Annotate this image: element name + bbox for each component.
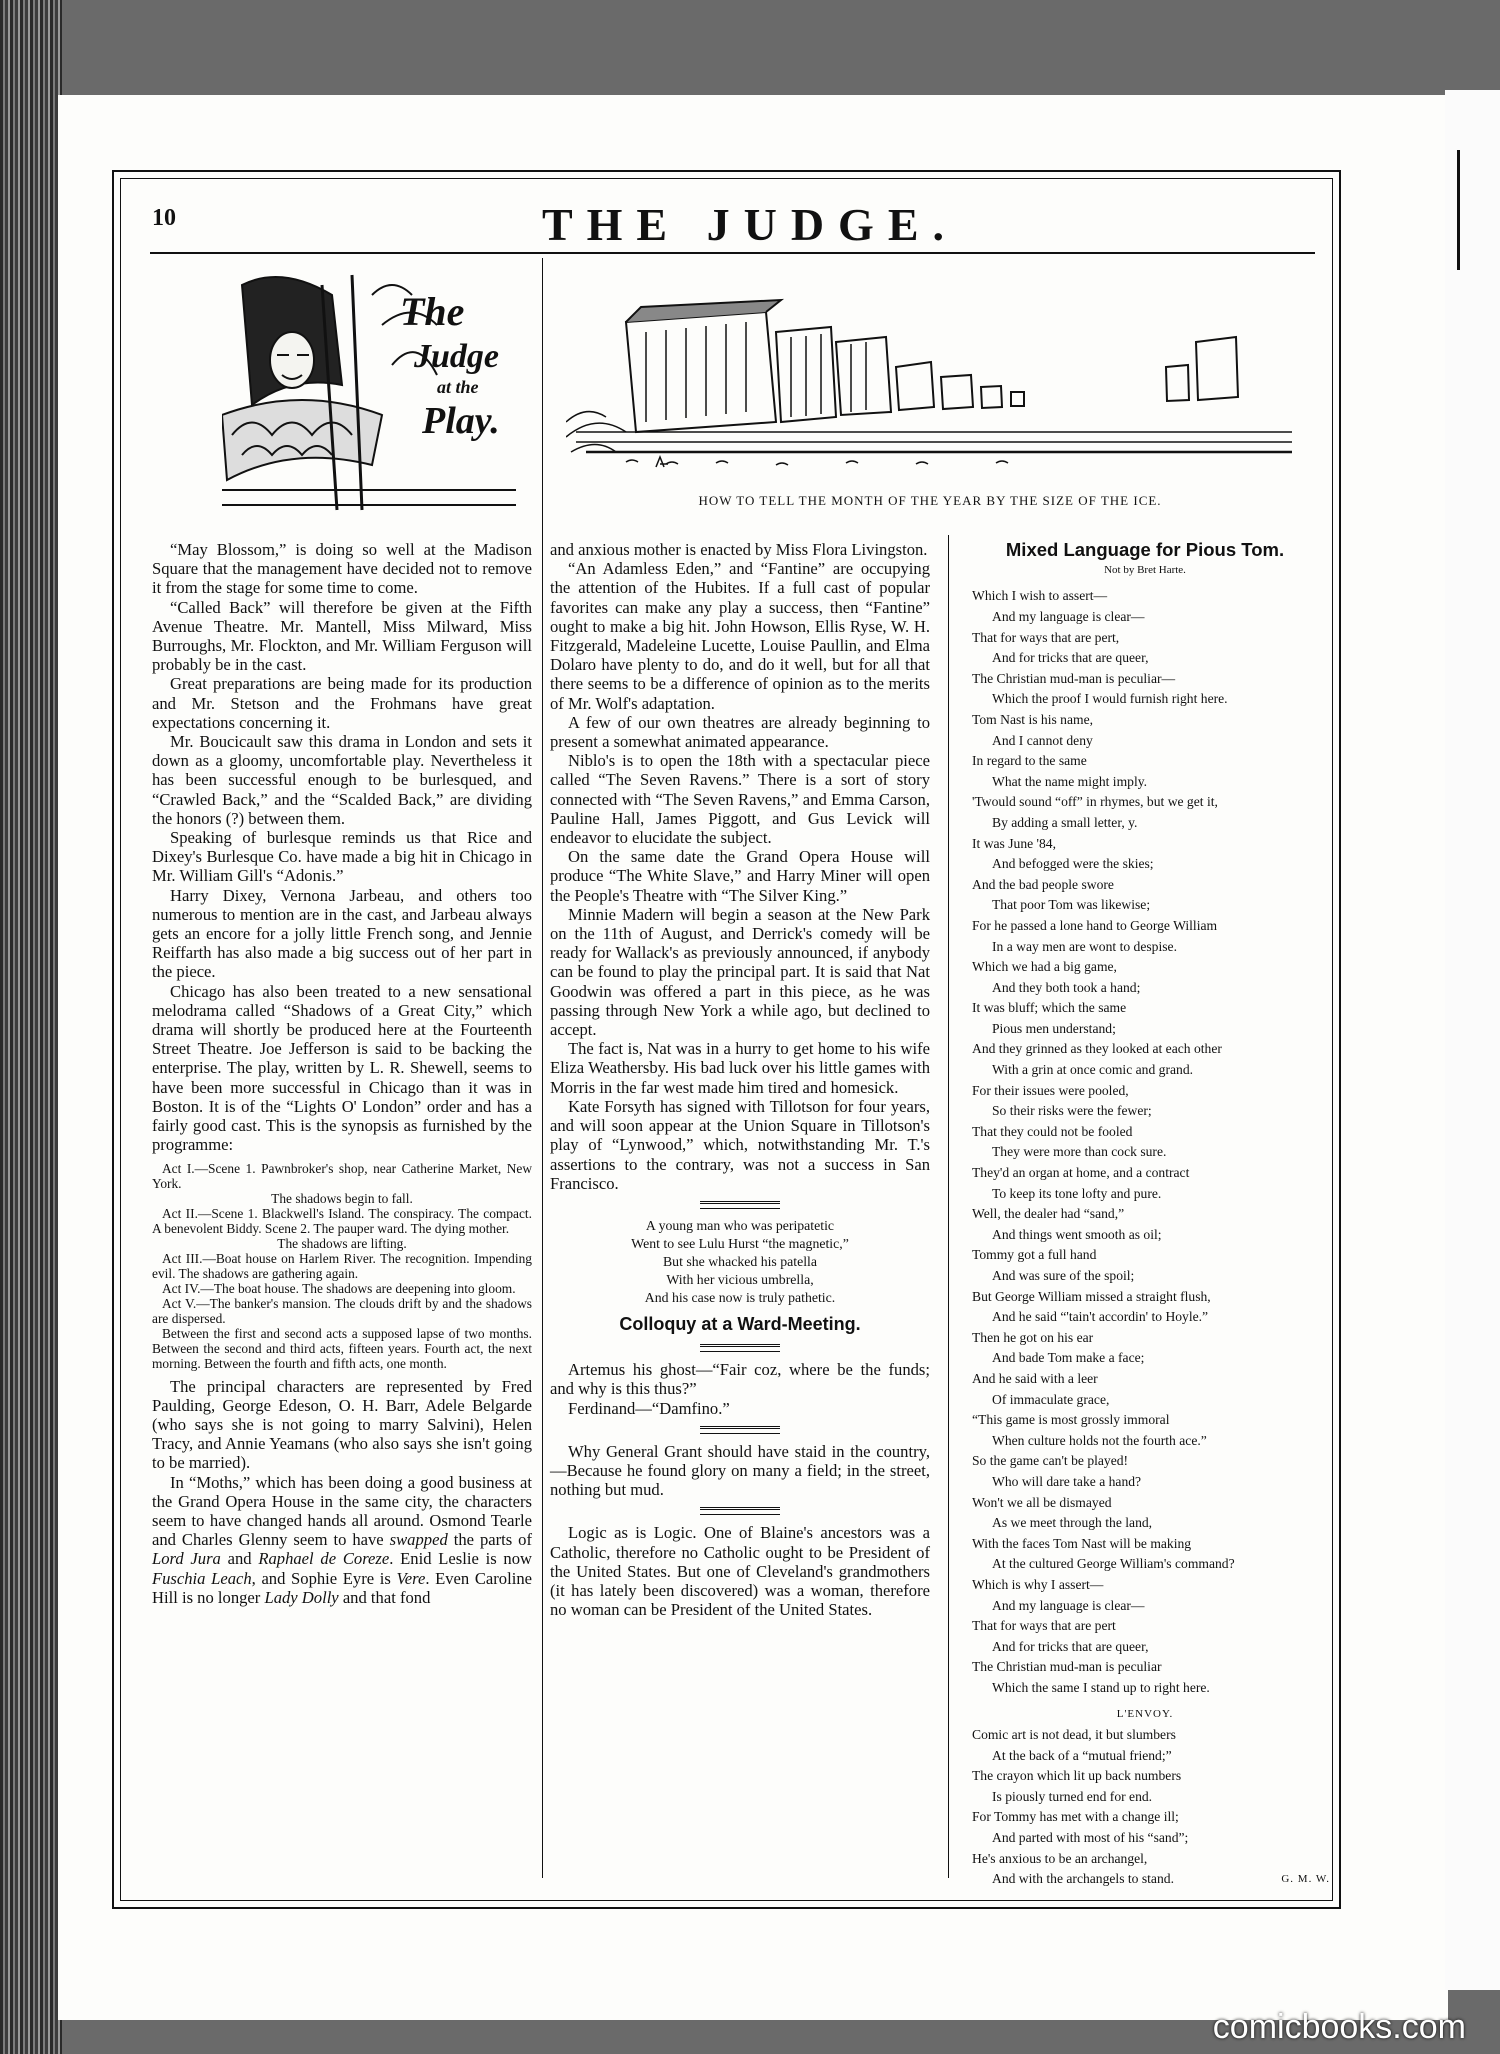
masthead: THE JUDGE.	[541, 199, 959, 250]
paragraph: “An Adamless Eden,” and “Fantine” are occupying the attention of the Hubites. If a full cast of popular favorites can make any play a success, then “Fantine” ought to make a big hit. John Howson, Ellis Ryse, W. H. Fitzgerald, Madeleine Lucette, Louise Paullin, and Elma Dolaro have plenty to do, and do it well, but for all that there seems to be a difference of opinion as to the merits of Mr. Wolf's adaptation.	[550, 559, 930, 713]
column-2	[550, 540, 930, 1619]
column-1	[152, 540, 532, 1607]
paragraph: Niblo's is to open the 18th with a spectacular piece called “The Seven Ravens.” There is a sort of story connected with “The Seven Ravens,” and Emma Carson, Pauline Hall, James Piggott, and Gus Levick will endeavor to elucidate the subject.	[550, 751, 930, 848]
column-3	[960, 540, 1330, 1890]
section-divider	[700, 1344, 780, 1352]
stanza: Then he got on his ear And bade Tom make a face; And he said with a leer Of immaculate grace, “This game is most grossly immoral When culture holds not the fourth ace.”	[972, 1329, 1207, 1448]
judge-title-play: Play.	[422, 400, 500, 442]
section-divider	[700, 1426, 780, 1434]
section-divider	[700, 1201, 780, 1209]
synopsis-line: Act I.—Scene 1. Pawnbroker's shop, near Catherine Market, New York.	[152, 1160, 532, 1191]
synopsis-line: The shadows are lifting.	[277, 1235, 407, 1251]
envoy-title: L'ENVOY.	[1116, 1708, 1174, 1721]
judge-title-judge: Judge	[414, 338, 499, 375]
paragraph: A few of our own theatres are already beginning to present a somewhat animated appearance.	[550, 712, 930, 752]
section-divider	[700, 1507, 780, 1515]
judge-title-at-the: at the	[437, 377, 479, 397]
synopsis-line: Between the first and second acts a supposed lapse of two months. Between the second and third acts, fifteen years. Fourth act, the next morning. Between the fourth and fifth acts, one month.	[152, 1325, 532, 1371]
paragraph: Artemus his ghost—“Fair coz, where be the funds; and why is this thus?”	[550, 1360, 930, 1399]
paragraph: The principal characters are represented by Fred Paulding, George Edeson, O. H. Barr, Adele Belgarde (who says she is not going to marry Salvini), Helen Tracy, and Annie Yeamans (who also says she isn't going to be married).	[152, 1376, 532, 1473]
scan-edge-right	[1445, 90, 1500, 1990]
paragraph: In “Moths,” which has been doing a good business at the Grand Opera House in the same city, the characters seem to have changed hands all around. Osmond Tearle and Charles Glenny seem to have swapped the parts of Lord Jura and Raphael de Coreze. Enid Leslie is now Fuschia Leach, and Sophie Eyre is Vere. Even Caroline Hill is no longer Lady Dolly and that fond	[152, 1472, 532, 1607]
poem	[960, 586, 1330, 1889]
synopsis-line: Act V.—The banker's mansion. The clouds drift by and the shadows are dispersed.	[152, 1295, 532, 1326]
synopsis-line: Act III.—Boat house on Harlem River. The recognition. Impending evil. The shadows are gathering again.	[152, 1250, 532, 1281]
synopsis-line: The shadows begin to fall.	[271, 1190, 413, 1206]
paragraph: Kate Forsyth has signed with Tillotson for four years, and will soon appear at the Union Square in Tillotson's play of “Lynwood,” which, notwithstanding Mr. T.'s assertions to the contrary, was not a success in San Francisco.	[550, 1096, 930, 1193]
paragraph: The fact is, Nat was in a hurry to get home to his wife Eliza Weathersby. His bad luck over his little games with Morris in the far west made him tired and homesick.	[550, 1039, 930, 1097]
synopsis-line: Act II.—Scene 1. Blackwell's Island. The conspiracy. The compact. A benevolent Biddy. Scene 2. The pauper ward. The dying mother.	[152, 1205, 532, 1236]
play-synopsis	[152, 1161, 532, 1371]
watermark: comicbooks.com	[1212, 2008, 1466, 2046]
poem-title: Mixed Language for Pious Tom.	[1005, 539, 1285, 560]
scan-mark	[1457, 150, 1460, 270]
masthead-rule	[150, 252, 1315, 254]
paragraph: Great preparations are being made for its production and Mr. Stetson and the Frohmans have great expectations concerning it.	[152, 674, 532, 732]
limerick: A young man who was peripatetic Went to see Lulu Hurst “the magnetic,” But she whacked his patella With her vicious umbrella, And his case now is truly pathetic.	[631, 1217, 849, 1305]
column-rule-1	[542, 258, 543, 1878]
stanza: Tom Nast is his name, And I cannot deny In regard to the same What the name might imply. 'Twould sound “off” in rhymes, but we get it, By adding a small letter, y.	[972, 711, 1218, 830]
stanza: Well, the dealer had “sand,” And things went smooth as oil; Tommy got a full hand And was sure of the spoil; But George William missed a straight flush, And he said “'tain't accordin' to Hoyle.”	[972, 1206, 1211, 1325]
stanza: For their issues were pooled, So their risks were the fewer; That they could not be fooled They were more than cock sure. They'd an organ at home, and a contract To keep its tone lofty and pure.	[972, 1082, 1190, 1201]
poem-signature: G. M. W.	[1281, 1873, 1330, 1886]
paragraph: “Called Back” will therefore be given at the Fifth Avenue Theatre. Mr. Mantell, Miss Milward, Miss Burroughs, Mr. Flockton, and Mr. William Ferguson will probably be in the cast.	[152, 597, 532, 675]
synopsis-line: Act IV.—The boat house. The shadows are deepening into gloom.	[162, 1280, 516, 1296]
judge-at-play-illustration	[222, 265, 516, 515]
page-number: 10	[152, 205, 176, 231]
ice-blocks-illustration	[566, 282, 1292, 478]
paragraph: “May Blossom,” is doing so well at the Madison Square that the management have decided not to remove it from the stage for some time to come.	[152, 540, 532, 598]
paragraph: and anxious mother is enacted by Miss Flora Livingston.	[550, 540, 928, 559]
judge-title-the: The	[400, 289, 465, 334]
stanza: It was June '84, And befogged were the skies; And the bad people swore That poor Tom was likewise; For he passed a lone hand to George William In a way men are wont to despise.	[972, 835, 1218, 954]
stanza: So the game can't be played! Who will dare take a hand? Won't we all be dismayed As we meet through the land, With the faces Tom Nast will be making At the cultured George William's command?	[972, 1453, 1235, 1572]
paragraph: Mr. Boucicault saw this drama in London and sets it down as a gloomy, uncomfortable play. Nevertheless it has been successful enough to be burlesqued, and “Crawled Back,” and the “Scalded Back,” are dividing the honors (?) between them.	[152, 732, 532, 828]
ice-caption: HOW TO TELL THE MONTH OF THE YEAR BY THE SIZE OF THE ICE.	[698, 493, 1162, 508]
stanza: Which we had a big game, And they both took a hand; It was bluff; which the same Pious men understand; And they grinned as they looked at each other With a grin at once comic and grand.	[972, 959, 1222, 1078]
poem-byline: Not by Bret Harte.	[1104, 564, 1186, 577]
paragraph: Why General Grant should have staid in the country,—Because he found glory on many a field; in the street, nothing but mud.	[550, 1441, 930, 1500]
paragraph: Logic as is Logic. One of Blaine's ancestors was a Catholic, therefore no Catholic ought to be President of the United States. But one of Cleveland's grandmothers (it has lately been discovered) was a woman, therefore no woman can be President of the United States.	[550, 1523, 930, 1620]
colloquy-heading: Colloquy at a Ward-Meeting.	[619, 1313, 861, 1334]
paragraph: Ferdinand—“Damfino.”	[568, 1398, 730, 1418]
envoy: Comic art is not dead, it but slumbers At the back of a “mutual friend;” The crayon which lit up back numbers Is piously turned end for end. For Tommy has met with a change ill; And parted with most of his “sand”; He's anxious to be an archangel, And with the archangels to stand. G. M. W.	[960, 1725, 1330, 1890]
paragraph: Minnie Madern will begin a season at the New Park on the 11th of August, and Derrick's comedy will be ready for Wallack's as previously announced, if anybody can be found to play the principal part. It is said that Nat Goodwin was offered a part in this piece, as he was passing through New York a while ago, but declined to accept.	[550, 904, 930, 1040]
paragraph: Speaking of burlesque reminds us that Rice and Dixey's Burlesque Co. have made a big hit in Chicago in Mr. William Gill's “Adonis.”	[152, 828, 532, 886]
scan-edge-left	[0, 0, 62, 2054]
paragraph: Harry Dixey, Vernona Jarbeau, and others too numerous to mention are in the cast, and Jarbeau always gets an encore for a jolly little French song, and Jennie Reiffarth has also made a big success out of her part in the piece.	[152, 885, 532, 982]
paragraph: Chicago has also been treated to a new sensational melodrama called “Shadows of a Great City,” which drama will shortly be produced here at the Fourteenth Street Theatre. Joe Jefferson is said to be backing the enterprise. The play, written by L. R. Shewell, seems to have been more successful in Chicago than it was in Boston. It is of the “Lights O' London” order and has a fairly good cast. This is the synopsis as furnished by the programme:	[152, 981, 532, 1155]
stanza: Which I wish to assert— And my language is clear— That for ways that are pert, And for tricks that are queer, The Christian mud-man is peculiar— Which the proof I would furnish right here.	[972, 588, 1228, 707]
paragraph: On the same date the Grand Opera House will produce “The White Slave,” and Harry Miner will open the People's Theatre with “The Silver King.”	[550, 847, 930, 905]
column-rule-2	[948, 535, 949, 1878]
stanza: Which is why I assert— And my language is clear— That for ways that are pert And for tricks that are queer, The Christian mud-man is peculiar Which the same I stand up to right here.	[972, 1576, 1210, 1695]
